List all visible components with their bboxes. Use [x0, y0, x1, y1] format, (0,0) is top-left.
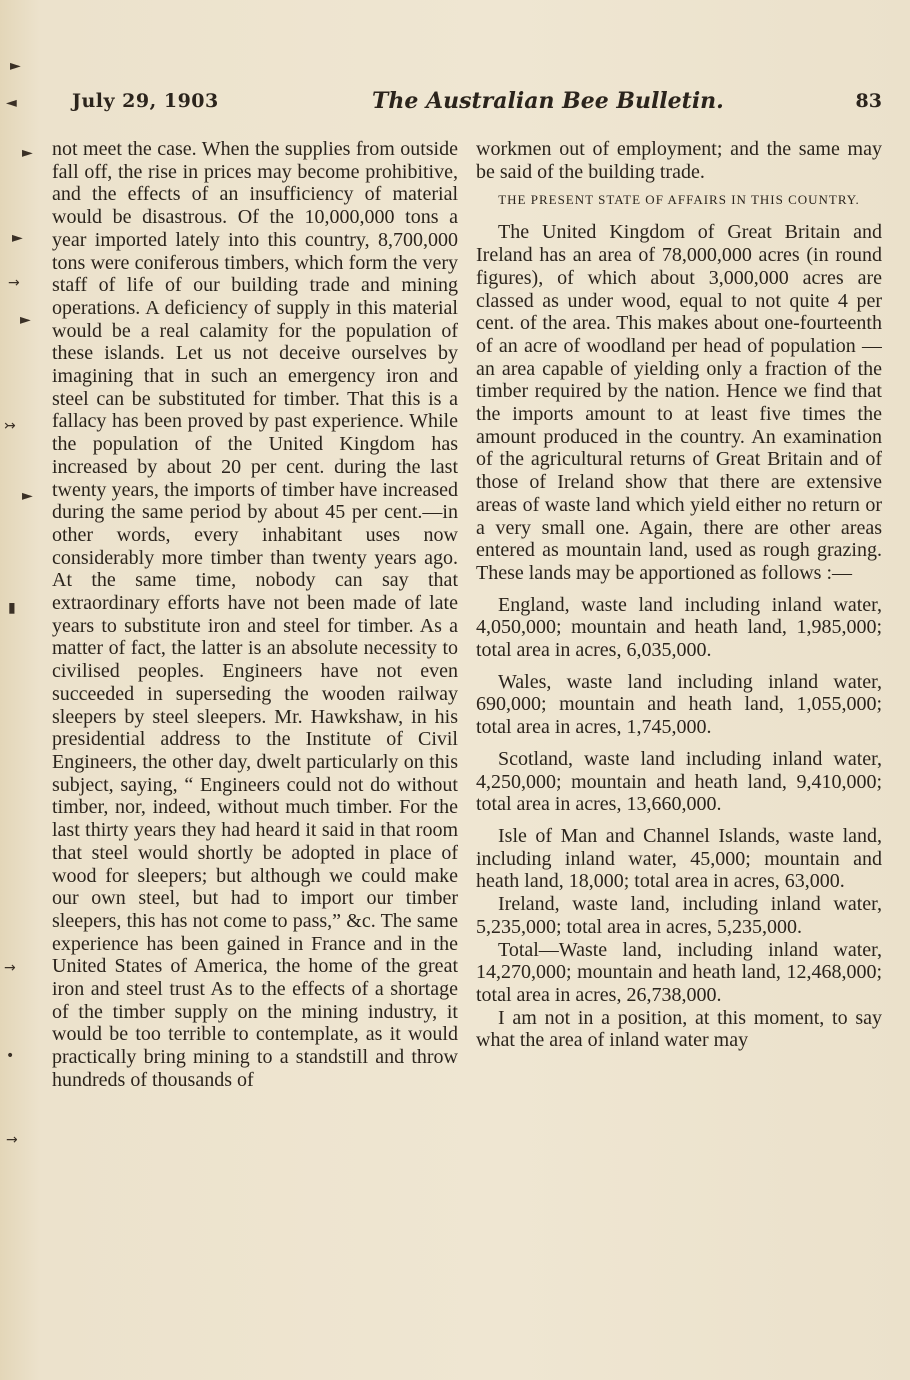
- page-number: 83: [855, 90, 882, 112]
- margin-mark: ►: [22, 145, 33, 161]
- margin-mark: ◄: [6, 95, 17, 111]
- region-england: England, waste land including inland water, 4,050,000; mountain and heath land, 1,985,000; total area in acres, 6,035,000.: [476, 593, 882, 662]
- right-paragraph: The United Kingdom of Great Britain and Ireland has an area of 78,000,000 acres (in round figures), of which about 3,000,000 acres are classed as under wood, equal to not quite 4 per cent. of the area. This makes about one-fourteenth of an acre of woodland per head of population —an area capable of yielding only a fraction of the timber required by the nation. Hence we find that the imports amount to at least five times the amount produced in the country. An examination of the agricultural returns of Great Britain and of those of Ireland show that there are extensive areas of waste land which yield either no return or a very small one. Again, there are other areas entered as mountain land, used as rough grazing. These lands may be apportioned as follows :—: [476, 221, 882, 584]
- region-total: Total—Waste land, including inland water, 14,270,000; mountain and heath land, 12,468,000; total area in acres, 26,738,000.: [476, 938, 882, 1006]
- journal-title: The Australian Bee Bulletin.: [372, 88, 724, 114]
- margin-mark: •: [6, 1048, 15, 1064]
- issue-date: July 29, 1903: [72, 90, 219, 112]
- right-intro: workmen out of employment; and the same may be said of the building trade.: [476, 138, 882, 183]
- margin-mark: ↣: [4, 418, 16, 434]
- left-paragraph: not meet the case. When the supplies from outside fall off, the rise in prices may become prohibitive, and the effects of an insufficiency of material would be disastrous. Of the 10,000,000 tons a year imported lately into this country, 8,700,000 tons were coniferous timbers, which form the very staff of life of our building trade and mining operations. A deficiency of supply in this material would be a real calamity for the population of these islands. Let us not deceive ourselves by imagining that in such an emergency iron and steel can be substituted for timber. That this is a fallacy has been proved by past experience. While the population of the United Kingdom has increased by about 20 per cent. during the last twenty years, the imports of timber have increased during the same period by about 45 per cent.—in other words, every inhabitant uses now considerably more timber than twenty years ago. At the same time, nobody can say that extraordinary efforts have not been made of late years to substitute iron and steel for timber. As a matter of fact, the latter is an absolute necessity to civilised peoples. Engineers have not even succeeded in superseding the wooden railway sleepers by steel sleepers. Mr. Hawkshaw, in his presidential address to the Institute of Civil Engineers, the other day, dwelt particularly on this subject, saying, “ Engineers could not do without timber, nor, indeed, without much timber. For the last thirty years they had heard it said in that room that steel would shortly be adopted in place of wood for sleepers; but although we could make our own steel, but had to import our timber sleepers, this has not come to pass,” &c. The same experience has been gained in France and in the United States of America, the home of the great iron and steel trust As to the effects of a shortage of the timber supply on the mining industry, it would be too terrible to contemplate, as it would practically bring mining to a standstill and throw hundreds of thousands of: [52, 138, 458, 1091]
- margin-mark: →: [8, 275, 20, 291]
- binding-margin-marks: [0, 0, 46, 1380]
- margin-mark: ►: [12, 230, 23, 246]
- margin-mark: ►: [20, 312, 31, 328]
- region-scotland: Scotland, waste land including inland water, 4,250,000; mountain and heath land, 9,410,000; total area in acres, 13,660,000.: [476, 747, 882, 816]
- running-header: [72, 90, 882, 120]
- region-wales: Wales, waste land including inland water, 690,000; mountain and heath land, 1,055,000; total area in acres, 1,745,000.: [476, 670, 882, 739]
- margin-mark: ►: [22, 488, 33, 504]
- region-isle-of-man: Isle of Man and Channel Islands, waste land, including inland water, 45,000; mountain and heath land, 18,000; total area in acres, 63,000.: [476, 824, 882, 893]
- section-heading: THE PRESENT STATE OF AFFAIRS IN THIS COUNTRY.: [498, 192, 860, 208]
- margin-mark: →: [4, 960, 16, 976]
- margin-mark: ▮: [8, 600, 16, 616]
- margin-mark: →: [6, 1132, 18, 1148]
- right-column: [476, 138, 882, 1308]
- region-ireland: Ireland, waste land, including inland water, 5,235,000; total area in acres, 5,235,000.: [476, 893, 882, 938]
- left-column: [52, 138, 458, 1308]
- right-closing-paragraph: I am not in a position, at this moment, to say what the area of inland water may: [476, 1006, 882, 1052]
- margin-mark: ►: [10, 58, 21, 74]
